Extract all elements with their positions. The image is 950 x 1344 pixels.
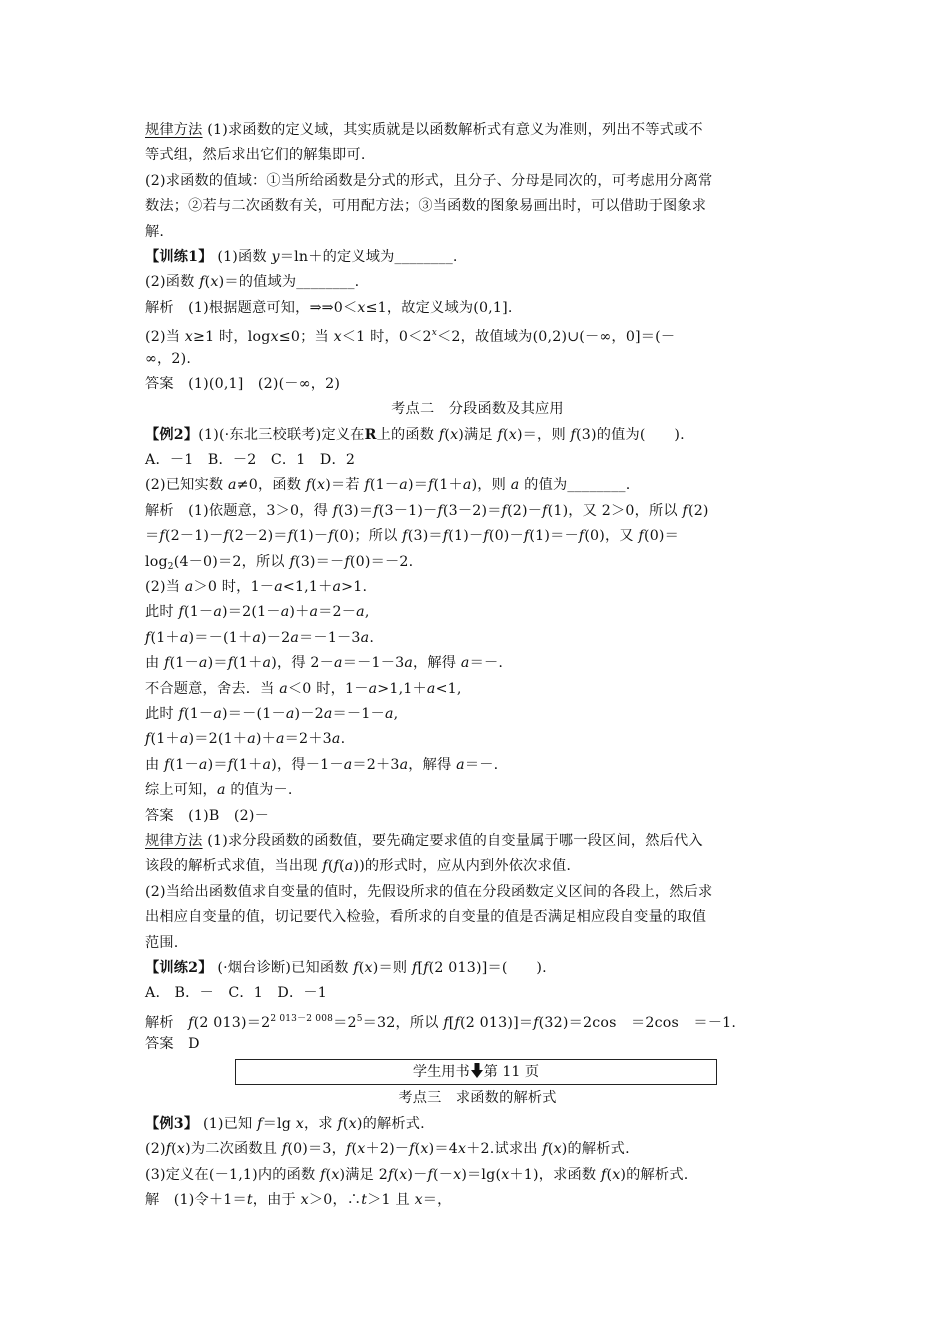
page-reference-banner bbox=[145, 1057, 810, 1086]
example-2-options: A．－1 B．－2 C．1 D．2 bbox=[145, 452, 356, 469]
page-reference-box: 学生用书 第 11 页 bbox=[235, 1059, 717, 1085]
example-2-solution-8: 不合题意，舍去．当 a＜0 时，1－a>1,1＋a<1, bbox=[145, 680, 462, 697]
example-3-question-1: 【例3】 (1)已知 f＝lg x，求 f(x)的解析式. bbox=[145, 1115, 425, 1132]
exercise-1-solution-1: 解析 (1)根据题意可知，⇒⇒0＜x≤1，故定义域为(0,1]. bbox=[145, 299, 513, 316]
example-2-solution-9: 此时 f(1－a)＝－(1－a)－2a＝－1－a, bbox=[145, 705, 399, 722]
method-line-1: 规律方法 (1)求函数的定义域，其实质就是以函数解析式有意义为准则，列出不等式或不 bbox=[145, 122, 703, 138]
example-2-answer: 答案 (1)B (2)－ bbox=[145, 807, 269, 824]
example-2-solution-7: 由 f(1－a)＝f(1＋a)，得 2－a＝－1－3a，解得 a＝－. bbox=[145, 655, 504, 672]
example-2-solution-10: f(1＋a)＝2(1＋a)＋a＝2＋3a. bbox=[145, 731, 346, 748]
method-line-5: 解. bbox=[145, 223, 165, 240]
section-3-title: 考点三 求函数的解析式 bbox=[398, 1090, 557, 1107]
exercise-2-solution: 解析 f(2 $013)=2^{2 013-2 008}=2^5=32$，所以 f[f(2 013)]＝f(32)＝2cos ＝2cos ＝－1. bbox=[145, 1013, 737, 1031]
method-2-line-1: 规律方法 (1)求分段函数的函数值，要先确定要求值的自变量属于哪一段区间，然后代入 bbox=[145, 832, 703, 849]
exercise-2-options: A. B．－ C．1 D．－1 bbox=[145, 985, 327, 1002]
exercise-1-solution-3: ∞，2). bbox=[145, 350, 192, 367]
exercise-1-solution-2: (2)当 x≥1 时，logx≤0；当 x＜1 时，$0<2^x<2$，故值域为(0,2)∪(－∞，0]＝(－ bbox=[145, 328, 676, 346]
example-3-solution-1: 解 (1)令＋1＝t，由于 x＞0，∴t＞1 且 x＝， bbox=[145, 1192, 452, 1209]
example-3-question-3: (3)定义在(－1,1)内的函数 f(x)满足 2f(x)－f(－x)＝lg(x＋1)，求函数 f(x)的解析式. bbox=[145, 1166, 689, 1183]
method-line-3: (2)求函数的值域：①当所给函数是分式的形式，且分子、分母是同次的，可考虑用分离常 bbox=[145, 172, 713, 189]
method-label-2: 规律方法 bbox=[145, 832, 203, 849]
down-arrow-icon bbox=[471, 1063, 483, 1078]
example-2-solution-4: (2)当 a＞0 时，1－a<1,1＋a>1. bbox=[145, 579, 368, 596]
example-2-question-1: 【例2】(1)(·东北三校联考)定义在R上的函数 f(x)满足 f(x)＝，则 f(3)的值为( ). bbox=[145, 426, 685, 443]
example-2-solution-1: 解析 (1)依题意，3＞0，得 f(3)＝f(3－1)－f(3－2)＝f(2)－f(1)，又 2＞0，所以 f(2) bbox=[145, 502, 709, 519]
example-2-solution-3: $\log_2(4-0)=2$，所以 f(3)＝－f(0)＝－2. bbox=[145, 553, 414, 572]
method-2-line-4: 出相应自变量的值，切记要代入检验，看所求的自变量的值是否满足相应段自变量的取值 bbox=[145, 909, 707, 926]
exercise-1-question-2: (2)函数 f(x)＝的值域为________. bbox=[145, 274, 360, 291]
exercise-1-answer: 答案 (1)(0,1] (2)(－∞，2) bbox=[145, 375, 341, 392]
example-2-solution-11: 由 f(1－a)＝f(1＋a)，得－1－a＝2＋3a，解得 a＝－. bbox=[145, 756, 499, 773]
exercise-2-answer: 答案 D bbox=[145, 1036, 200, 1053]
method-label: 规律方法 bbox=[145, 122, 203, 138]
section-2-title: 考点二 分段函数及其应用 bbox=[391, 401, 564, 418]
example-2-question-2: (2)已知实数 a≠0，函数 f(x)＝若 f(1－a)＝f(1＋a)，则 a 的值为________. bbox=[145, 477, 631, 494]
example-2-solution-6: f(1＋a)＝－(1＋a)－2a＝－1－3a. bbox=[145, 629, 375, 646]
method-line-2: 等式组，然后求出它们的解集即可. bbox=[145, 147, 366, 164]
method-2-line-2: 该段的解析式求值，当出现 f(f(a))的形式时，应从内到外依次求值. bbox=[145, 858, 572, 875]
example-2-solution-12: 综上可知，a 的值为－. bbox=[145, 782, 293, 799]
method-line-4: 数法；②若与二次函数有关，可用配方法；③当函数的图象易画出时，可以借助于图象求 bbox=[145, 198, 707, 215]
example-3-question-2: (2)f(x)为二次函数且 f(0)＝3，f(x＋2)－f(x)＝4x＋2.试求出 f(x)的解析式. bbox=[145, 1141, 630, 1158]
example-2-solution-2: ＝f(2－1)－f(2－2)＝f(1)－f(0)；所以 f(3)＝f(1)－f(0)－f(1)＝－f(0)，又 f(0)＝ bbox=[145, 528, 680, 545]
method-2-line-5: 范围. bbox=[145, 934, 179, 951]
method-2-line-3: (2)当给出函数值求自变量的值时，先假设所求的值在分段函数定义区间的各段上，然后求 bbox=[145, 883, 713, 900]
exercise-2-question: 【训练2】 (·烟台诊断)已知函数 f(x)＝则 f[f(2 013)]＝( ). bbox=[145, 959, 547, 976]
example-2-solution-5: 此时 f(1－a)＝2(1－a)＋a＝2－a, bbox=[145, 604, 370, 621]
document-page bbox=[145, 118, 810, 1213]
exercise-1-question-1: 【训练1】 (1)函数 y＝ln＋的定义域为________. bbox=[145, 248, 458, 265]
